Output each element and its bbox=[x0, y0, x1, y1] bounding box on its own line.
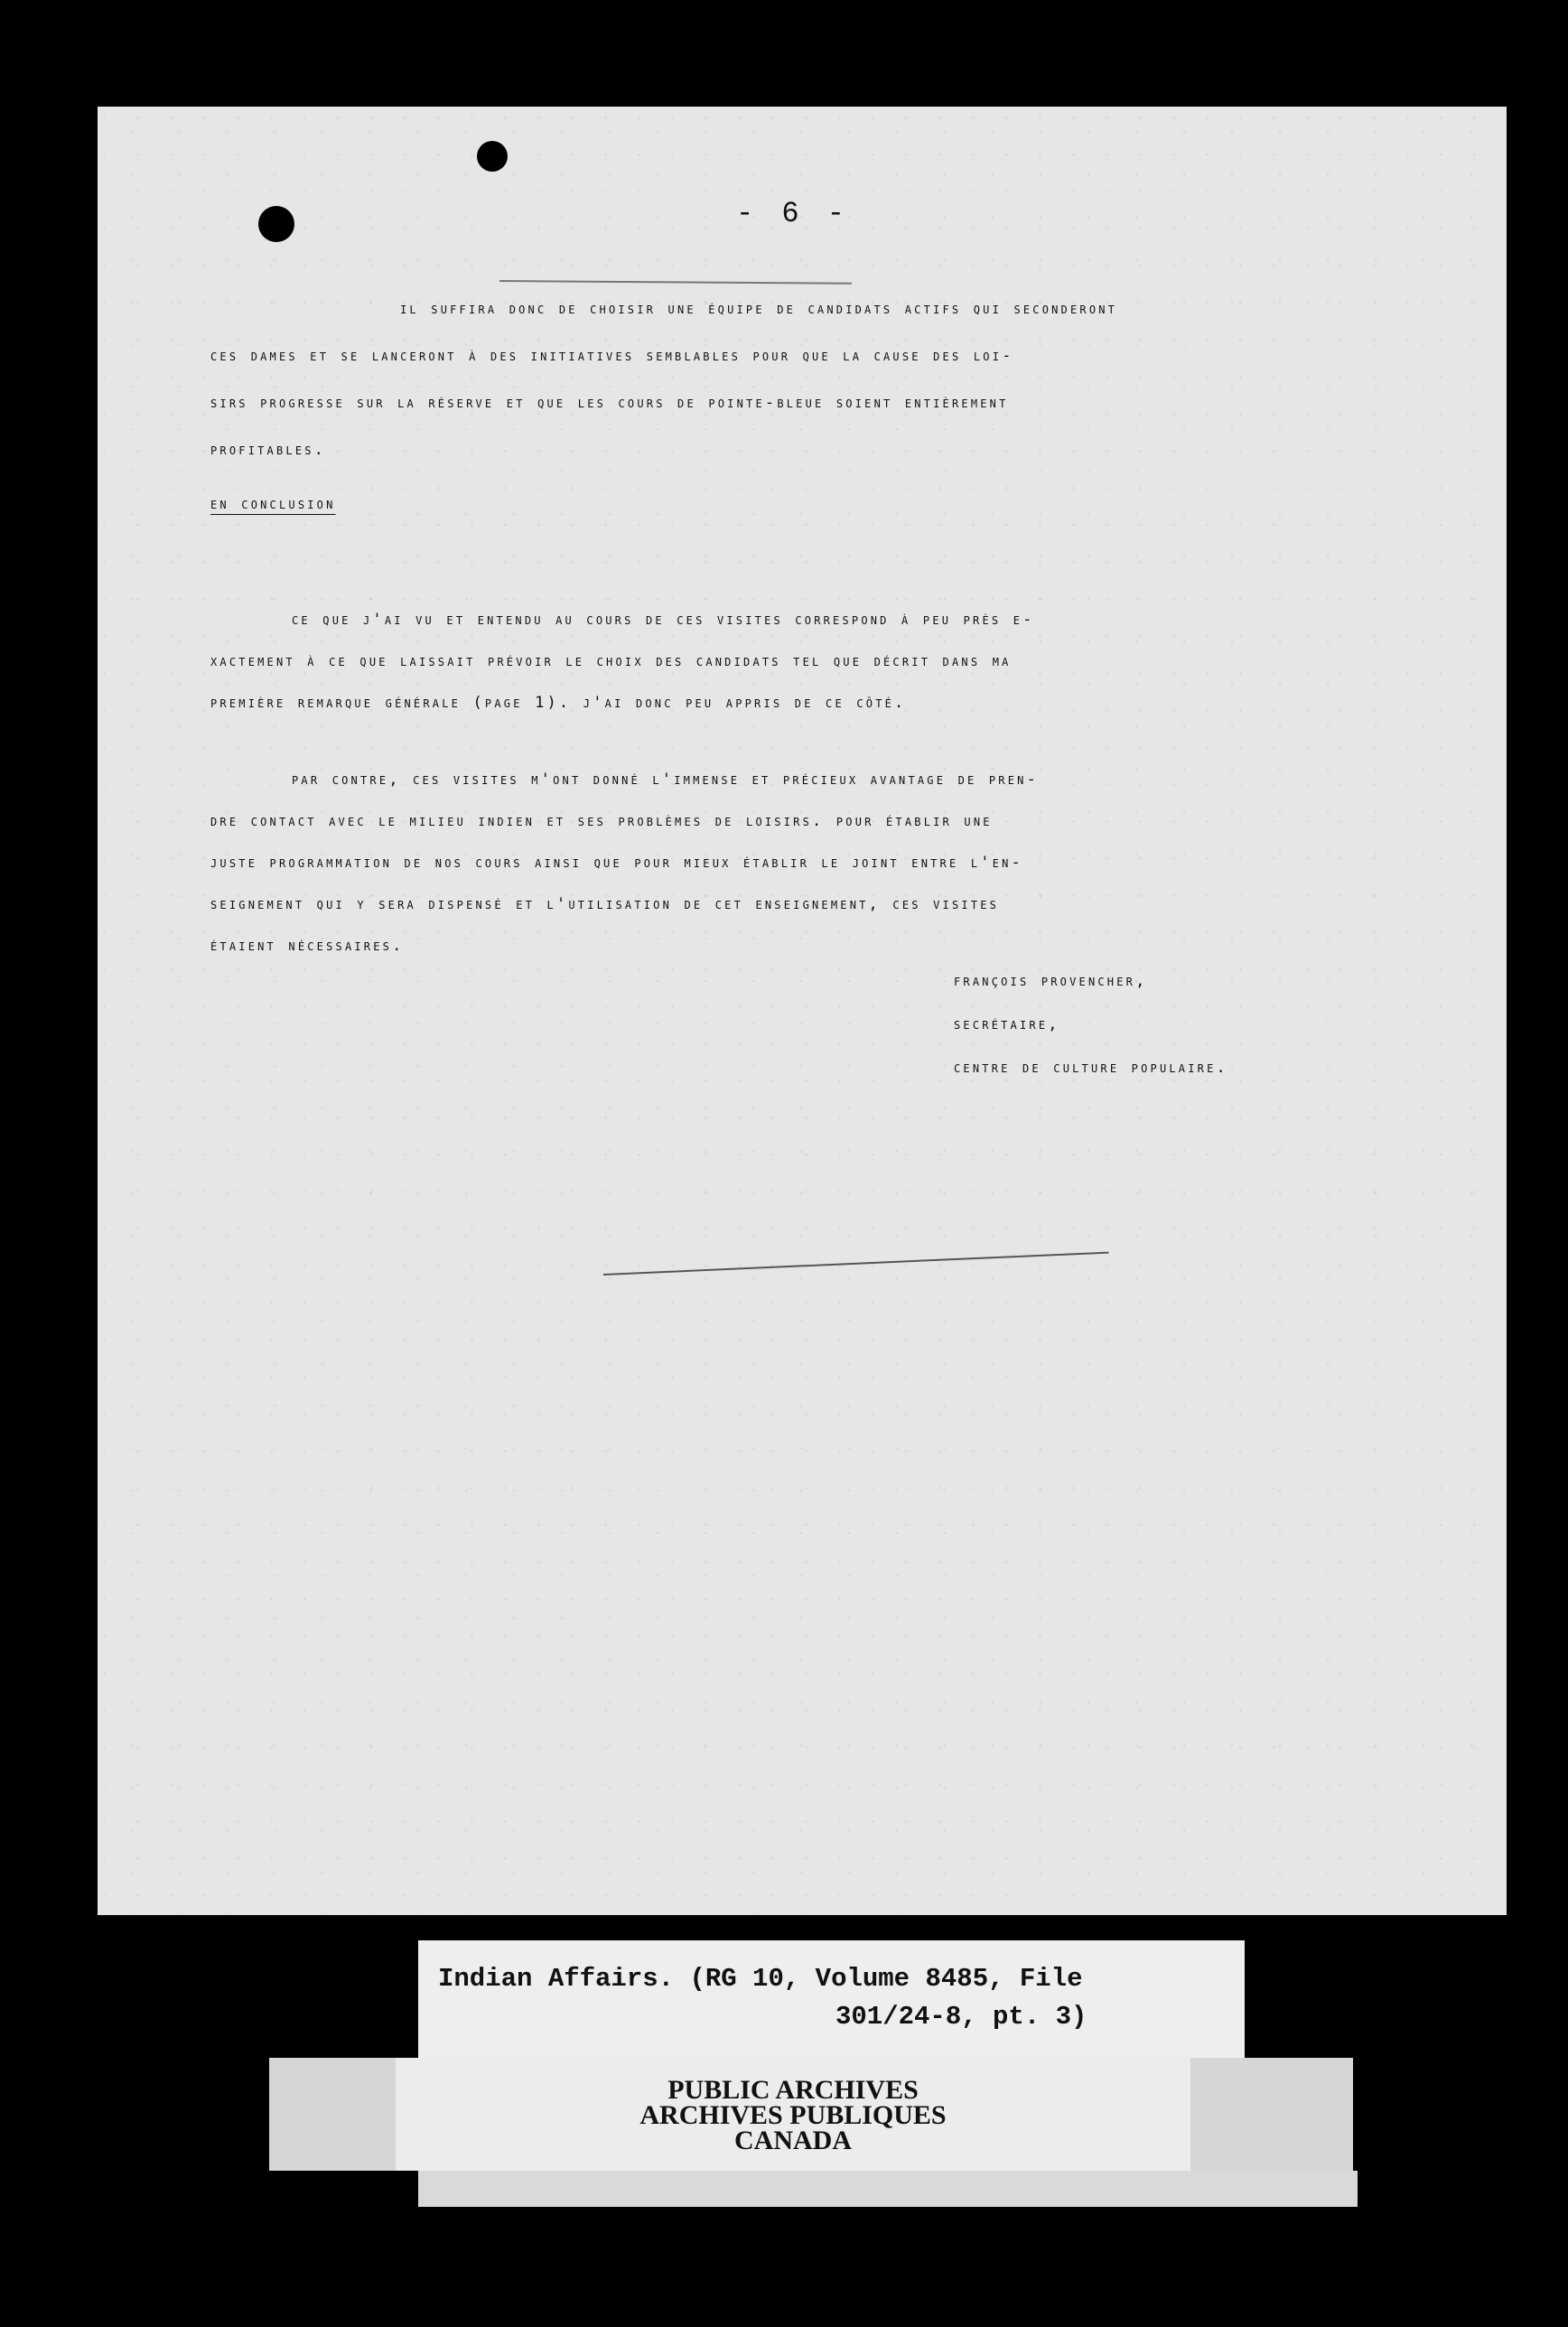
page-number: - 6 - bbox=[735, 197, 850, 230]
signature-block bbox=[954, 959, 1228, 1089]
text-line: ce que j'ai vu et entendu au cours de ces visites correspond à peu près e- bbox=[292, 611, 1035, 629]
stamp-line: CANADA bbox=[734, 2126, 852, 2155]
text-line: il suffira donc de choisir une équipe de candidats actifs qui seconderont bbox=[400, 300, 1118, 318]
paragraph-2 bbox=[210, 599, 1439, 724]
archive-stamp-band bbox=[269, 2058, 1353, 2171]
paragraph-1 bbox=[210, 285, 1439, 473]
signature-title: secrétaire, bbox=[954, 1015, 1060, 1033]
text-line: ces dames et se lanceront à des initiatives semblables pour que la cause des loi- bbox=[210, 347, 1014, 365]
film-strip-edge bbox=[418, 2171, 1358, 2207]
archive-stamp bbox=[396, 2075, 1190, 2155]
archive-reference-line: Indian Affairs. (RG 10, Volume 8485, File bbox=[438, 1964, 1083, 1994]
paragraph-3 bbox=[210, 759, 1439, 967]
text-line: par contre, ces visites m'ont donné l'immense et précieux avantage de pren- bbox=[292, 771, 1039, 789]
archive-stamp-label bbox=[396, 2058, 1190, 2171]
text-line: xactement à ce que laissait prévoir le choix des candidats tel que décrit dans ma bbox=[210, 652, 1012, 670]
signature-name: françois provencher, bbox=[954, 972, 1148, 990]
text-line: juste programmation de nos cours ainsi que pour mieux établir le joint entre l'en- bbox=[210, 854, 1023, 872]
text-line: seignement qui y sera dispensé et l'utilisation de cet enseignement, ces visites bbox=[210, 895, 1000, 913]
text-line: profitables. bbox=[210, 441, 327, 459]
text-line: première remarque générale (page 1). j'ai donc peu appris de ce côté. bbox=[210, 694, 907, 712]
section-heading: en conclusion bbox=[210, 495, 336, 513]
signature-organization: centre de culture populaire. bbox=[954, 1059, 1228, 1077]
stamp-line: ARCHIVES PUBLIQUES bbox=[639, 2100, 947, 2130]
archive-reference-line: 301/24-8, pt. 3) bbox=[835, 2002, 1087, 2032]
text-line: dre contact avec le milieu indien et ses problèmes de loisirs. pour établir une bbox=[210, 812, 993, 830]
punch-hole bbox=[477, 141, 508, 172]
stamp-line: PUBLIC ARCHIVES bbox=[667, 2075, 919, 2105]
punch-hole bbox=[258, 206, 294, 242]
pencil-mark bbox=[603, 1252, 1109, 1276]
pencil-mark bbox=[499, 280, 852, 285]
archive-reference-label bbox=[418, 1940, 1245, 2058]
text-line: sirs progresse sur la réserve et que les cours de pointe-bleue soient entièrement bbox=[210, 394, 1009, 412]
text-line: étaient nécessaires. bbox=[210, 937, 405, 955]
document-page bbox=[98, 107, 1507, 1915]
